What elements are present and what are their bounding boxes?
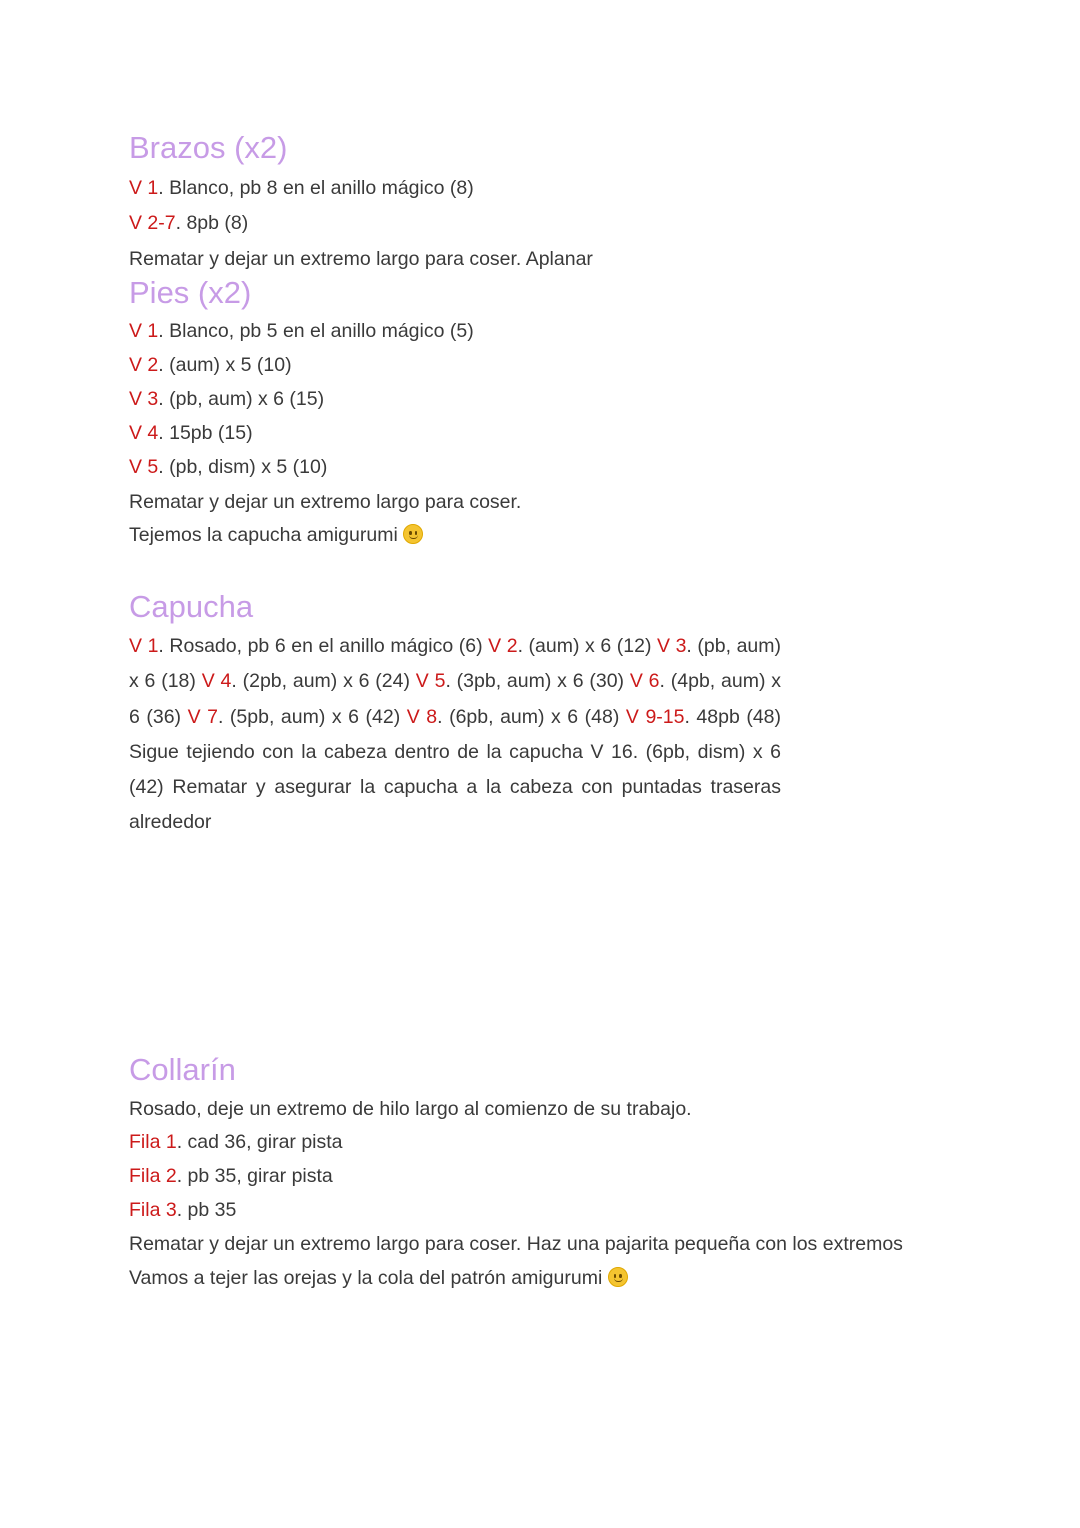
round-text: . 15pb (15) — [158, 422, 253, 444]
section-title-capucha: Capucha — [129, 589, 254, 624]
round-text: . 8pb (8) — [175, 212, 249, 234]
transition-text: Tejemos la capucha amigurumi — [129, 524, 404, 546]
brazos-row — [129, 210, 248, 236]
round-label: V 9-15 — [625, 705, 685, 728]
collarin-note: Rematar y dejar un extremo largo para coser. Haz una pajarita pequeña con los extremos — [129, 1233, 903, 1255]
collarin-row — [129, 1197, 236, 1223]
collarin-row — [129, 1129, 343, 1155]
row-label: Fila 1 — [129, 1131, 177, 1153]
capucha-instructions — [129, 629, 781, 841]
pies-row — [129, 352, 292, 378]
round-label: V 3 — [129, 388, 159, 410]
round-text: . (pb, dism) x 5 (10) — [158, 456, 328, 478]
round-label: V 4 — [201, 670, 232, 693]
round-label: V 1 — [129, 177, 159, 199]
row-label: Fila 3 — [129, 1199, 177, 1221]
section-title-pies: Pies (x2) — [129, 275, 252, 310]
round-label: V 3 — [657, 635, 687, 657]
round-text: . (pb, aum) x 6 (18) — [129, 635, 781, 693]
round-label: V 1 — [129, 635, 159, 657]
round-label: V 8 — [406, 705, 438, 728]
round-label: V 5 — [415, 670, 446, 693]
brazos-row — [129, 175, 474, 201]
round-text: . (4pb, aum) x 6 (36) — [129, 670, 781, 728]
pies-row — [129, 318, 474, 344]
pies-note: Rematar y dejar un extremo largo para coser. — [129, 491, 522, 513]
round-text: . (aum) x 6 (12) — [517, 635, 657, 657]
round-label: V 5 — [129, 456, 159, 478]
slightly-smiling-face-icon — [608, 1267, 628, 1287]
round-text: . Blanco, pb 8 en el anillo mágico (8) — [158, 177, 474, 199]
section-title-brazos: Brazos (x2) — [129, 130, 288, 165]
slightly-smiling-face-icon — [403, 524, 423, 544]
pies-row — [129, 454, 327, 480]
round-label: V 2 — [129, 354, 159, 376]
section-title-collarin: Collarín — [129, 1052, 236, 1087]
pies-transition — [129, 522, 423, 548]
round-label: V 7 — [187, 705, 218, 728]
row-label: Fila 2 — [129, 1165, 177, 1187]
collarin-transition — [129, 1265, 628, 1291]
pies-row — [129, 386, 324, 412]
round-text: . (6pb, aum) x 6 (48) — [437, 705, 626, 728]
round-text: . Rosado, pb 6 en el anillo mágico (6) — [158, 635, 489, 657]
round-text: . (3pb, aum) x 6 (30) — [445, 670, 630, 693]
brazos-note: Rematar y dejar un extremo largo para coser. Aplanar — [129, 248, 593, 270]
round-text: . (2pb, aum) x 6 (24) — [231, 670, 416, 693]
transition-text: Vamos a tejer las orejas y la cola del patrón amigurumi — [129, 1267, 608, 1289]
round-text: . (5pb, aum) x 6 (42) — [217, 705, 407, 728]
row-text: . pb 35, girar pista — [176, 1165, 333, 1187]
pies-row — [129, 420, 253, 446]
round-text: . Blanco, pb 5 en el anillo mágico (5) — [158, 320, 474, 342]
round-text: . (aum) x 5 (10) — [158, 354, 292, 376]
round-text: . (pb, aum) x 6 (15) — [158, 388, 325, 410]
round-label: V 4 — [129, 422, 159, 444]
round-label: V 1 — [129, 320, 159, 342]
row-text: . cad 36, girar pista — [176, 1131, 343, 1153]
round-label: V 2-7 — [129, 212, 176, 234]
collarin-row — [129, 1163, 333, 1189]
round-text: . 48pb (48) Sigue tejiendo con la cabeza dentro de la capucha V 16. (6pb, dism) x 6 (42) Rematar y asegurar la capucha a la cabeza con puntadas traseras alrededor — [129, 705, 782, 834]
round-label: V 2 — [488, 635, 518, 657]
row-text: . pb 35 — [176, 1199, 237, 1221]
round-label: V 6 — [629, 670, 660, 693]
collarin-intro: Rosado, deje un extremo de hilo largo al comienzo de su trabajo. — [129, 1098, 692, 1120]
